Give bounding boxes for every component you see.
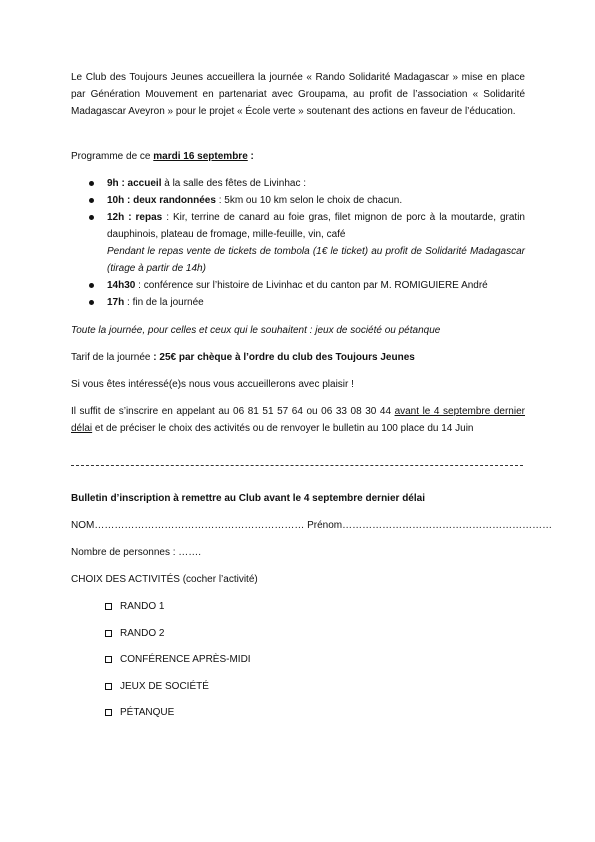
choice-jeux-de-societe[interactable]: JEUX DE SOCIÉTÉ bbox=[105, 678, 251, 705]
schedule-item bbox=[107, 175, 525, 192]
tombola-note: Pendant le repas vente de tickets de tombola (1€ le ticket) au profit de Solidarité Madagascar (tirage à partir de 14h) bbox=[107, 246, 525, 274]
choice-petanque[interactable]: PÉTANQUE bbox=[105, 704, 251, 731]
persons-field-line[interactable]: Nombre de personnes : ……. bbox=[71, 547, 202, 558]
schedule-item bbox=[107, 294, 525, 311]
choices-title: CHOIX DES ACTIVITÉS (cocher l’activité) bbox=[71, 574, 258, 585]
choice-rando-2[interactable]: RANDO 2 bbox=[105, 625, 251, 652]
signup-after: et de préciser le choix des activités ou de renvoyer le bulletin au 100 place du 14 Juin bbox=[92, 423, 474, 434]
all-day-note: Toute la journée, pour celles et ceux qui le souhaitent : jeux de société ou pétanque bbox=[71, 325, 441, 336]
activity-choices bbox=[105, 598, 251, 731]
schedule-item bbox=[107, 209, 525, 277]
programme-date: mardi 16 septembre bbox=[153, 151, 248, 162]
welcome-line: Si vous êtes intéressé(e)s nous vous accueillerons avec plaisir ! bbox=[71, 379, 354, 390]
schedule-item bbox=[107, 277, 525, 294]
schedule-text: : Kir, terrine de canard au foie gras, filet mignon de porc à la moutarde, gratin dauphinois, plateau de fromage, mille-feuille, vin, café bbox=[107, 212, 525, 240]
schedule-time: 17h bbox=[107, 297, 125, 308]
schedule-text: : 5km ou 10 km selon le choix de chacun. bbox=[215, 195, 403, 206]
schedule-time: 9h : accueil bbox=[107, 178, 162, 189]
programme-heading bbox=[71, 148, 254, 165]
tarif-prefix: Tarif de la journée bbox=[71, 352, 154, 363]
choice-conference[interactable]: CONFÉRENCE APRÈS-MIDI bbox=[105, 651, 251, 678]
schedule-item bbox=[107, 192, 525, 209]
bulletin-title: Bulletin d’inscription à remettre au Club avant le 4 septembre dernier délai bbox=[71, 493, 425, 504]
schedule-text: à la salle des fêtes de Livinhac : bbox=[161, 178, 306, 189]
signup-deadline: avant le 4 septembre dernier délai bbox=[71, 406, 525, 434]
name-field-line[interactable]: NOM……………………………………………………… Prénom……………………………………………………… bbox=[71, 520, 553, 531]
schedule-time: 14h30 bbox=[107, 280, 136, 291]
schedule-time: 10h : deux randonnées bbox=[107, 195, 216, 206]
tarif-amount: : 25€ par chèque à l’ordre du club des Toujours Jeunes bbox=[153, 352, 415, 363]
signup-before: Il suffit de s’inscrire en appelant au 06 81 51 57 64 ou 06 33 08 30 44 bbox=[71, 406, 395, 417]
schedule-list bbox=[107, 175, 525, 311]
tarif-line bbox=[71, 349, 415, 366]
schedule-text: : fin de la journée bbox=[124, 297, 204, 308]
programme-suffix: : bbox=[247, 151, 254, 162]
intro-paragraph: Le Club des Toujours Jeunes accueillera la journée « Rando Solidarité Madagascar » mise en place par Génération Mouvement en partenariat avec Groupama, au profit de l’association « Solidarité Madagascar Aveyron » pour le projet « École verte » soutenant des actions en faveur de l’éducation. bbox=[71, 72, 525, 117]
signup-paragraph bbox=[71, 403, 525, 437]
schedule-time: 12h : repas bbox=[107, 212, 163, 223]
choice-rando-1[interactable]: RANDO 1 bbox=[105, 598, 251, 625]
schedule-text: : conférence sur l’histoire de Livinhac et du canton par M. ROMIGUIERE André bbox=[135, 280, 488, 291]
cut-line bbox=[71, 465, 523, 466]
programme-prefix: Programme de ce bbox=[71, 151, 154, 162]
